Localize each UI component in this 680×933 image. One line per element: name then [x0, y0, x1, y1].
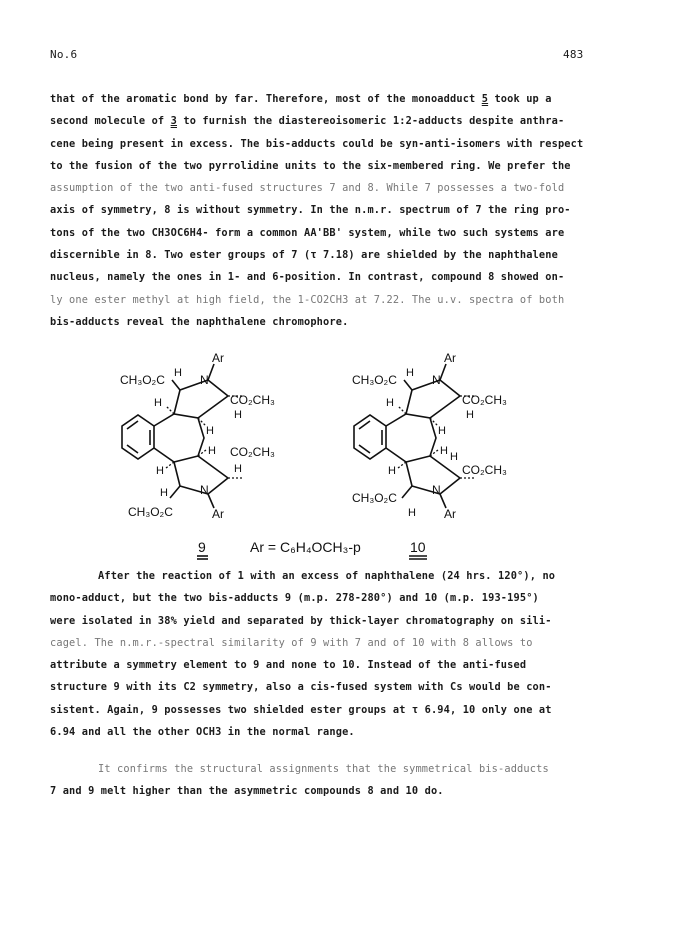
paragraph-2 [50, 565, 630, 743]
text-line: were isolated in 38% yield and separated by thick-layer chromatography on sili- [50, 614, 552, 627]
hydrogen-label: H [450, 451, 458, 463]
text-line: cene being present in excess. The bis-adducts could be syn-anti-isomers with respect [50, 137, 584, 150]
aryl-definition: Ar = C₆H₄OCH₃-p [250, 539, 361, 555]
hydrogen-label: H [208, 445, 216, 457]
text-line: axis of symmetry, 8 is without symmetry. In the n.m.r. spectrum of 7 the ring pro- [50, 204, 571, 217]
nitrogen-label: N [432, 483, 441, 497]
text-line: mono-adduct, but the two bis-adducts 9 (m.p. 278-280°) and 10 (m.p. 193-195°) [50, 592, 539, 605]
ester-label: CO₂CH₃ [230, 445, 275, 459]
text-line: 6.94 and all the other OCH3 in the normal range. [50, 726, 355, 739]
hydrogen-label: H [388, 465, 396, 477]
page-number: 483 [563, 48, 584, 61]
ester-label: CO₂CH₃ [462, 393, 507, 407]
compound-ref: 5 [481, 93, 489, 105]
compound-ref: 3 [170, 115, 177, 128]
text-line: bis-adducts reveal the naphthalene chromophore. [50, 315, 349, 328]
ester-label: CH₃O₂C [128, 505, 173, 519]
hydrogen-label: H [174, 367, 182, 379]
hydrogen-label: H [406, 367, 414, 379]
journal-issue: No.6 [50, 48, 78, 61]
hydrogen-label: H [154, 397, 162, 409]
nitrogen-label: N [432, 373, 441, 387]
structure-9 [120, 352, 275, 521]
paragraph-1 [50, 88, 630, 333]
aryl-label: Ar [212, 507, 224, 521]
text-line: ly one ester methyl at high field, the 1-CO2CH3 at 7.22. The u.v. spectra of both [50, 293, 565, 306]
aryl-label: Ar [212, 352, 224, 365]
paragraph-3 [50, 758, 630, 803]
text-line: tons of the two CH3OC6H4- form a common AA'BB' system, while two such systems are [50, 226, 565, 239]
text-line: cagel. The n.m.r.-spectral similarity of 9 with 7 and of 10 with 8 allows to [50, 636, 533, 649]
hydrogen-label: H [156, 465, 164, 477]
ester-label: CH₃O₂C [352, 373, 397, 387]
ester-label: CH₃O₂C [352, 491, 397, 505]
text-line: attribute a symmetry element to 9 and none to 10. Instead of the anti-fused [50, 659, 527, 672]
hydrogen-label: H [206, 425, 214, 437]
ester-label: CH₃O₂C [120, 373, 165, 387]
hydrogen-label: H [440, 445, 448, 457]
text-line: structure 9 with its C2 symmetry, also a cis-fused system with Cs would be con- [50, 681, 552, 694]
hydrogen-label: H [386, 397, 394, 409]
hydrogen-label: H [160, 487, 168, 499]
nitrogen-label: N [200, 483, 209, 497]
hydrogen-label: H [408, 507, 416, 519]
text-line: sistent. Again, 9 possesses two shielded ester groups at τ 6.94, 10 only one at [50, 703, 552, 716]
text-line: It confirms the structural assignments that the symmetrical bis-adducts [98, 763, 549, 775]
hydrogen-label: H [438, 425, 446, 437]
text-line: After the reaction of 1 with an excess of naphthalene (24 hrs. 120°), no [98, 570, 556, 582]
text-line: 7 and 9 melt higher than the asymmetric compounds 8 and 10 do. [50, 785, 444, 798]
aryl-label: Ar [444, 352, 456, 365]
nitrogen-label: N [200, 373, 209, 387]
aryl-label: Ar [444, 507, 456, 521]
structure-figure [100, 352, 570, 562]
text-line: assumption of the two anti-fused structures 7 and 8. While 7 possesses a two-fold [50, 182, 565, 195]
hydrogen-label: H [234, 409, 242, 421]
ester-label: CO₂CH₃ [462, 463, 507, 477]
text-line: nucleus, namely the ones in 1- and 6-position. In contrast, compound 8 showed on- [50, 271, 565, 284]
text-line: to the fusion of the two pyrrolidine units to the six-membered ring. We prefer the [50, 159, 571, 172]
structure-10 [352, 352, 507, 521]
hydrogen-label: H [234, 463, 242, 475]
label-compound-9: 9 [198, 539, 206, 555]
text-line: discernible in 8. Two ester groups of 7 (τ 7.18) are shielded by the naphthalene [50, 249, 558, 262]
label-compound-10: 10 [410, 539, 426, 555]
hydrogen-label: H [466, 409, 474, 421]
text-line: second molecule of 3 to furnish the diastereoisomeric 1:2-adducts despite anthra- [50, 115, 565, 128]
text-line: that of the aromatic bond by far. Therefore, most of the monoadduct 5 took up a [50, 93, 552, 105]
ester-label: CO₂CH₃ [230, 393, 275, 407]
